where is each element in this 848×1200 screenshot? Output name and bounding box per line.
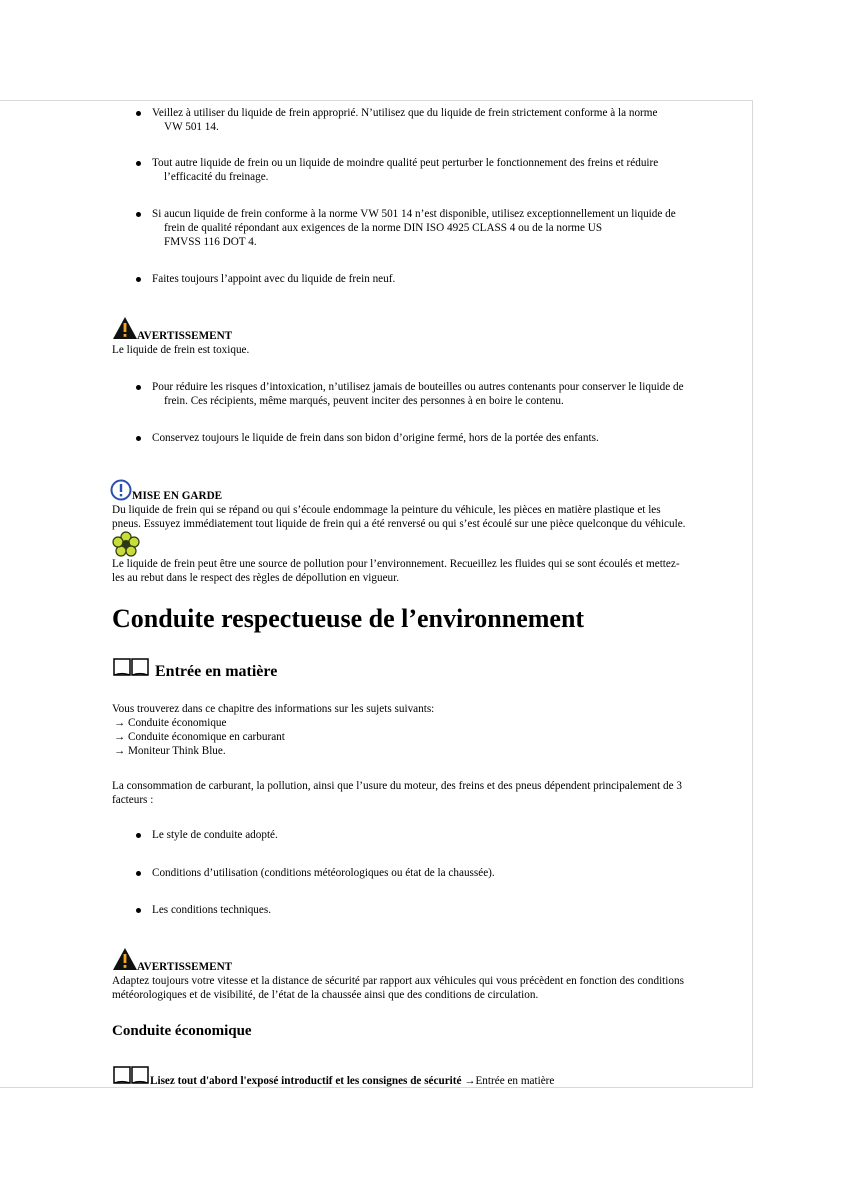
list-item-text: Le style de conduite adopté. xyxy=(152,829,278,841)
list-item-text: l’efficacité du freinage. xyxy=(164,171,269,183)
warning-text-line: météorologiques et de visibilité, de l’état de la chaussée ainsi que des conditions de circulation. xyxy=(112,989,539,1001)
warning-text: Le liquide de frein est toxique. xyxy=(112,344,250,356)
list-item-text: Les conditions techniques. xyxy=(152,904,271,916)
bullet-dot xyxy=(136,161,141,166)
warning-icon xyxy=(112,947,138,971)
bullet-dot xyxy=(136,385,141,390)
warning-text-line: Adaptez toujours votre vitesse et la distance de sécurité par rapport aux véhicules qui vous précèdent en fonction des conditions xyxy=(112,975,684,987)
book-icon xyxy=(112,656,150,678)
list-item-text: Tout autre liquide de frein ou un liquide de moindre qualité peut perturber le fonctionnement des freins et réduire xyxy=(152,157,659,169)
bullet-dot xyxy=(136,277,141,282)
list-item-text: Pour réduire les risques d’intoxication, n’utilisez jamais de bouteilles ou autres contenants pour conserver le liquide de xyxy=(152,381,684,393)
subsection-title: Conduite économique xyxy=(112,1023,252,1039)
list-item-text: Faites toujours l’appoint avec du liquide de frein neuf. xyxy=(152,273,396,285)
bullet-dot xyxy=(136,111,141,116)
bullet-dot xyxy=(136,833,141,838)
list-item-text: Conservez toujours le liquide de frein dans son bidon d’origine fermé, hors de la portée des enfants. xyxy=(152,432,599,444)
warning-icon xyxy=(112,316,138,340)
list-item-text: Veillez à utiliser du liquide de frein approprié. N’utilisez que du liquide de frein strictement conforme à la norme xyxy=(152,107,658,119)
caution-text-line: pneus. Essuyez immédiatement tout liquide de frein qui a été renversé ou qui s’est écoulé sur une pièce quelconque du véhicule. xyxy=(112,518,686,530)
bullet-dot xyxy=(136,436,141,441)
list-item-text: frein. Ces récipients, même marqués, peuvent inciter des personnes à en boire le contenu. xyxy=(164,395,564,407)
section-title: Conduite respectueuse de l’environnement xyxy=(112,604,585,633)
link-conduite-carburant[interactable]: → Conduite économique en carburant xyxy=(114,731,285,743)
warning-title: AVERTISSEMENT xyxy=(137,330,233,342)
link-entree-en-matiere[interactable]: →Entrée en matière xyxy=(461,1075,555,1087)
caution-title: MISE EN GARDE xyxy=(132,490,223,502)
list-item-text: Si aucun liquide de frein conforme à la norme VW 501 14 n’est disponible, utilisez exceptionnellement un liquide de xyxy=(152,208,676,220)
warning-title: AVERTISSEMENT xyxy=(137,961,233,973)
list-item-text: VW 501 14. xyxy=(164,121,219,133)
book-icon xyxy=(112,1064,150,1086)
bullet-dot xyxy=(136,871,141,876)
environment-text-line: Le liquide de frein peut être une source de pollution pour l’environnement. Recueillez les fluides qui se sont écoulés et mettez- xyxy=(112,558,680,570)
link-conduite-economique[interactable]: → Conduite économique xyxy=(114,717,227,729)
footer-note xyxy=(150,1074,554,1088)
caution-text-line: Du liquide de frein qui se répand ou qui s’écoule endommage la peinture du véhicule, les pièces en matière plastique et les xyxy=(112,504,661,516)
list-item-text: Conditions d’utilisation (conditions météorologiques ou état de la chaussée). xyxy=(152,867,495,879)
caution-icon xyxy=(110,479,132,501)
consumption-text-line: facteurs : xyxy=(112,794,154,806)
environment-text-line: les au rebut dans le respect des règles de dépollution en vigueur. xyxy=(112,572,400,584)
intro-title: Entrée en matière xyxy=(155,663,278,680)
link-moniteur-think-blue[interactable]: → Moniteur Think Blue. xyxy=(114,745,226,757)
environment-flower-icon xyxy=(112,531,140,557)
list-item-text: frein de qualité répondant aux exigences de la norme DIN ISO 4925 CLASS 4 ou de la norme US xyxy=(164,222,603,234)
bullet-dot xyxy=(136,908,141,913)
page-frame xyxy=(0,100,753,1088)
footer-note-bold: Lisez tout d'abord l'exposé introductif et les consignes de sécurité xyxy=(150,1075,462,1087)
intro-text: Vous trouverez dans ce chapitre des informations sur les sujets suivants: xyxy=(112,703,435,715)
consumption-text-line: La consommation de carburant, la pollution, ainsi que l’usure du moteur, des freins et des pneus dépendent principalement de 3 xyxy=(112,780,682,792)
bullet-dot xyxy=(136,212,141,217)
list-item-text: FMVSS 116 DOT 4. xyxy=(164,236,257,248)
